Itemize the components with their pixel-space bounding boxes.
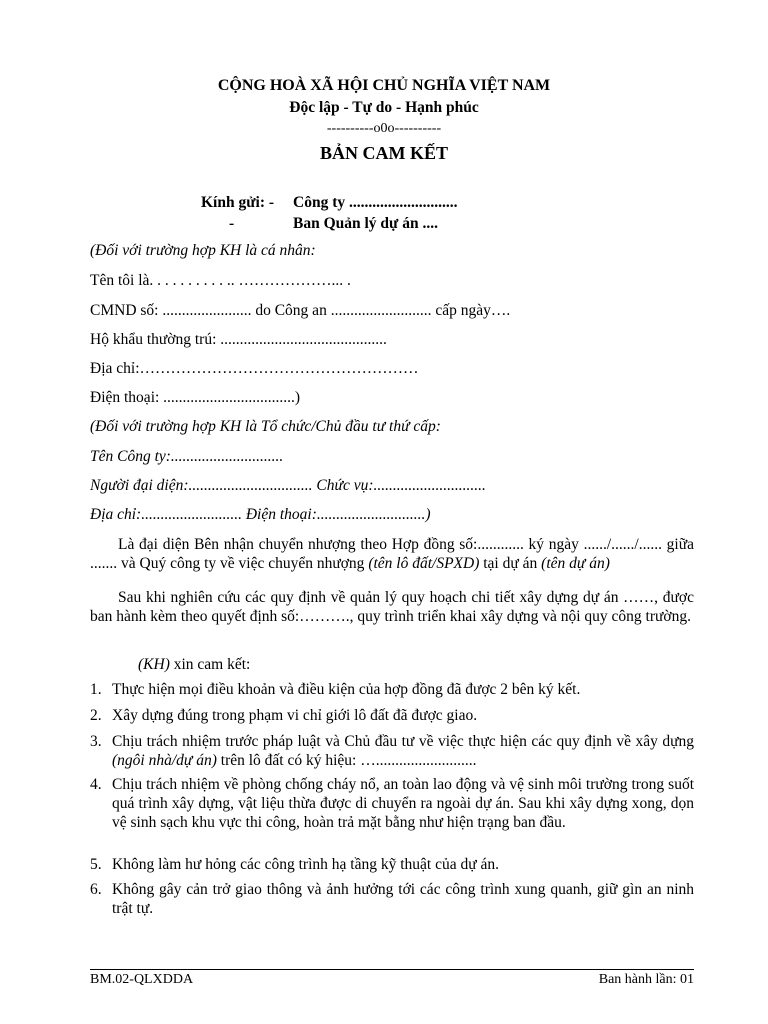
recipient-1: Công ty ............................ — [293, 194, 458, 211]
company-field: Tên Công ty:............................. — [90, 448, 284, 465]
recipient-label: Kính gửi: - — [201, 194, 275, 211]
paragraph-regulations: Sau khi nghiên cứu các quy định về quản lý quy hoạch chi tiết xây dựng dự án ……, được ban hành kèm theo quyết định số:………., quy trình triển khai xây dựng và nội quy công trường. — [90, 589, 694, 625]
list-item: 3. Chịu trách nhiệm trước pháp luật và Chủ đầu tư về việc thực hiện các quy định về xây dựng (ngôi nhà/dự án) trên lô đất có ký hiệu: ….......................... — [90, 733, 694, 769]
representative-field: Người đại diện:................................ Chức vụ:............................. — [90, 477, 486, 494]
form-code: BM.02-QLXDDA — [90, 972, 194, 987]
org-address-field: Địa chỉ:.......................... Điện thoại:............................) — [90, 506, 431, 523]
individual-heading: (Đối với trường hợp KH là cá nhân: — [90, 242, 316, 259]
organization-heading: (Đối với trường hợp KH là Tổ chức/Chủ đầu tư thứ cấp: — [90, 418, 441, 435]
list-item: 1. Thực hiện mọi điều khoản và điều kiện của hợp đồng đã được 2 bên ký kết. — [90, 681, 581, 698]
motto: Độc lập - Tự do - Hạnh phúc — [289, 99, 479, 116]
list-item: 5. Không làm hư hỏng các công trình hạ tầng kỹ thuật của dự án. — [90, 856, 499, 873]
recipient-dash: - — [229, 215, 235, 232]
separator: ----------o0o---------- — [326, 121, 442, 136]
name-field: Tên tôi là. . . . . . . . . . .. ………………... . — [90, 272, 351, 289]
residence-field: Hộ khẩu thường trú: ........................................... — [90, 331, 387, 348]
commit-intro: (KH) xin cam kết: — [138, 656, 251, 673]
list-item: 6. Không gây cản trở giao thông và ảnh hưởng tới các công trình xung quanh, giữ gìn an ninh trật tự. — [90, 881, 694, 917]
issue-number: Ban hành lần: 01 — [598, 972, 694, 987]
footer-rule — [90, 969, 694, 970]
paragraph-representative: Là đại diện Bên nhận chuyển nhượng theo Hợp đồng số:............ ký ngày ....../....../...... giữa ....... và Quý công ty về việc chuyển nhượng (tên lô đất/SPXD) tại dự án (tên dự án) — [90, 536, 694, 572]
list-item: 2. Xây dựng đúng trong phạm vi chỉ giới lô đất đã được giao. — [90, 707, 478, 724]
document-title: BẢN CAM KẾT — [319, 143, 448, 163]
id-field: CMND số: ....................... do Công an .......................... cấp ngày…. — [90, 302, 511, 319]
address-field: Địa chỉ:……………………………………………… — [90, 360, 419, 377]
nation-heading: CỘNG HOÀ XÃ HỘI CHỦ NGHĨA VIỆT NAM — [217, 77, 551, 94]
list-item: 4. Chịu trách nhiệm về phòng chống cháy nổ, an toàn lao động và vệ sinh môi trường trong suốt quá trình xây dựng, vật liệu thừa được di chuyển ra ngoài dự án. Sau khi xây dựng xong, dọn vệ sinh sạch khu vực thi công, hoàn trả mặt bằng như hiện trạng ban đầu. — [90, 776, 694, 831]
phone-field: Điện thoại: ..................................) — [90, 389, 301, 406]
recipient-2: Ban Quản lý dự án .... — [293, 215, 438, 232]
